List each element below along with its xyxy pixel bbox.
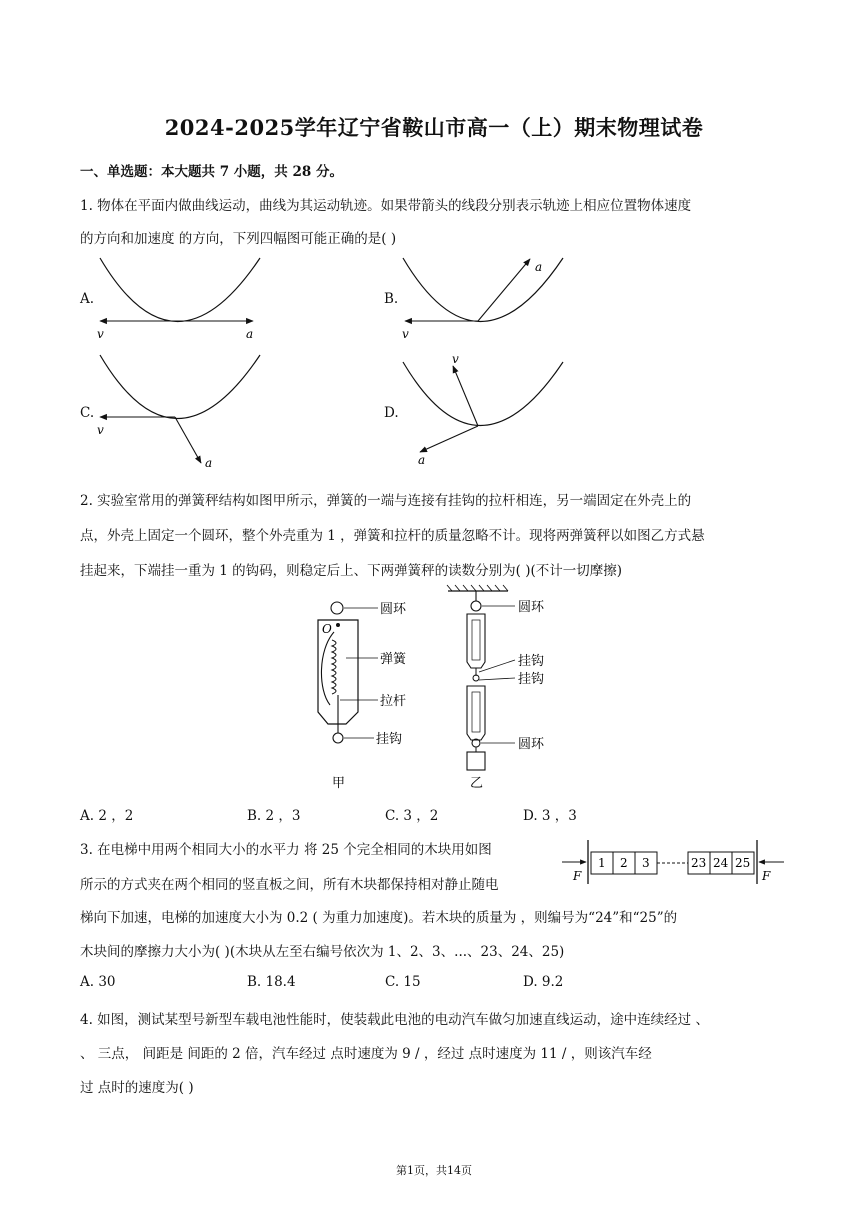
- label-pull-rod: 拉杆: [380, 694, 407, 709]
- q3-text-line-4: 木块间的摩擦力大小为( )(木块从左至右编号依次为 1、2、3、...、23、24、25): [80, 944, 565, 960]
- yi-label-ring-top: 圆环: [518, 600, 545, 615]
- block-24: 24: [713, 856, 729, 870]
- q3-text-line-3: 梯向下加速，电梯的加速度大小为 0.2 ( 为重力加速度)。若木块的质量为 ，则编号为“24”和“25”的: [80, 910, 678, 926]
- block-row: [591, 852, 754, 874]
- q2-text-line-1: 2. 实验室常用的弹簧秤结构如图甲所示，弹簧的一端与连接有挂钩的拉杆相连，另一端固定在外壳上的: [80, 493, 692, 509]
- velocity-label: v: [452, 352, 459, 366]
- page-title: 2024-2025学年辽宁省鞍山市高一（上）期末物理试卷: [164, 115, 704, 140]
- q4-text-line-1: 4. 如图，测试某型号新型车载电池性能时，使装载此电池的电动汽车做匀加速直线运动，途中连续经过 、: [80, 1012, 709, 1028]
- yi-label-hook-top: 挂钩: [518, 654, 545, 669]
- q3-option-d[interactable]: D. 9.2: [523, 974, 564, 990]
- q2-option-c[interactable]: C. 3 ，2: [385, 808, 439, 824]
- label-ring: 圆环: [380, 602, 407, 617]
- section-heading: 一、单选题：本大题共 7 小题，共 28 分。: [80, 164, 343, 180]
- q3-option-c[interactable]: C. 15: [385, 974, 421, 990]
- q1-option-c-label[interactable]: C.: [80, 405, 95, 421]
- q2-text-line-2: 点，外壳上固定一个圆环，整个外壳重为 1 ，弹簧和拉杆的质量忽略不计。现将两弹簧秤以如图乙方式悬: [80, 528, 705, 544]
- acceleration-label: a: [205, 456, 213, 470]
- q1-option-b-label[interactable]: B.: [384, 291, 399, 307]
- yi-label-ring-bottom: 圆环: [518, 737, 545, 752]
- block-3: 3: [642, 856, 650, 870]
- block-1: 1: [598, 856, 606, 870]
- q2-text-line-3: 挂起来，下端挂一重为 1 的钩码，则稳定后上、下两弹簧秤的读数分别为( )(不计一切摩擦): [80, 563, 623, 579]
- q3-text-line-2: 所示的方式夹在两个相同的竖直板之间，所有木块都保持相对静止随电: [80, 877, 499, 893]
- acceleration-label: a: [246, 327, 254, 341]
- q3-option-b[interactable]: B. 18.4: [247, 974, 296, 990]
- point-o-label: O: [322, 622, 332, 636]
- velocity-label: v: [402, 327, 409, 341]
- caption-yi: 乙: [470, 776, 484, 791]
- q4-text-line-2: 、 三点， 间距是 间距的 2 倍，汽车经过 点时速度为 9 / ，经过 点时速度为 11 / ，则该汽车经: [80, 1046, 652, 1062]
- block-23: 23: [691, 856, 707, 870]
- q1-text-line-1: 1. 物体在平面内做曲线运动，曲线为其运动轨迹。如果带箭头的线段分别表示轨迹上相应位置物体速度: [80, 198, 692, 214]
- velocity-label: v: [97, 327, 104, 341]
- q3-text-line-1: 3. 在电梯中用两个相同大小的水平力 将 25 个完全相同的木块用如图: [80, 842, 492, 858]
- block-25: 25: [735, 856, 751, 870]
- label-spring: 弹簧: [380, 652, 407, 667]
- q3-option-a[interactable]: A. 30: [80, 974, 116, 990]
- q2-option-b[interactable]: B. 2 ，3: [247, 808, 301, 824]
- label-hook: 挂钩: [376, 732, 403, 747]
- q1-option-d-label[interactable]: D.: [384, 405, 399, 421]
- q1-text-line-2: 的方向和加速度 的方向，下列四幅图可能正确的是( ): [80, 231, 397, 247]
- velocity-label: v: [97, 423, 104, 437]
- yi-label-hook-bottom: 挂钩: [518, 672, 545, 687]
- q2-option-a[interactable]: A. 2 ，2: [80, 808, 134, 824]
- caption-jia: 甲: [332, 776, 346, 791]
- acceleration-label: a: [535, 260, 543, 274]
- block-2: 2: [620, 856, 628, 870]
- q1-option-a-label[interactable]: A.: [80, 291, 95, 307]
- q4-text-line-3: 过 点时的速度为( ): [80, 1080, 194, 1096]
- right-force-label: F: [762, 869, 771, 883]
- q2-option-d[interactable]: D. 3 ，3: [523, 808, 577, 824]
- page-footer: 第1页，共14页: [396, 1164, 472, 1177]
- left-force-label: F: [573, 869, 582, 883]
- acceleration-label: a: [418, 453, 426, 467]
